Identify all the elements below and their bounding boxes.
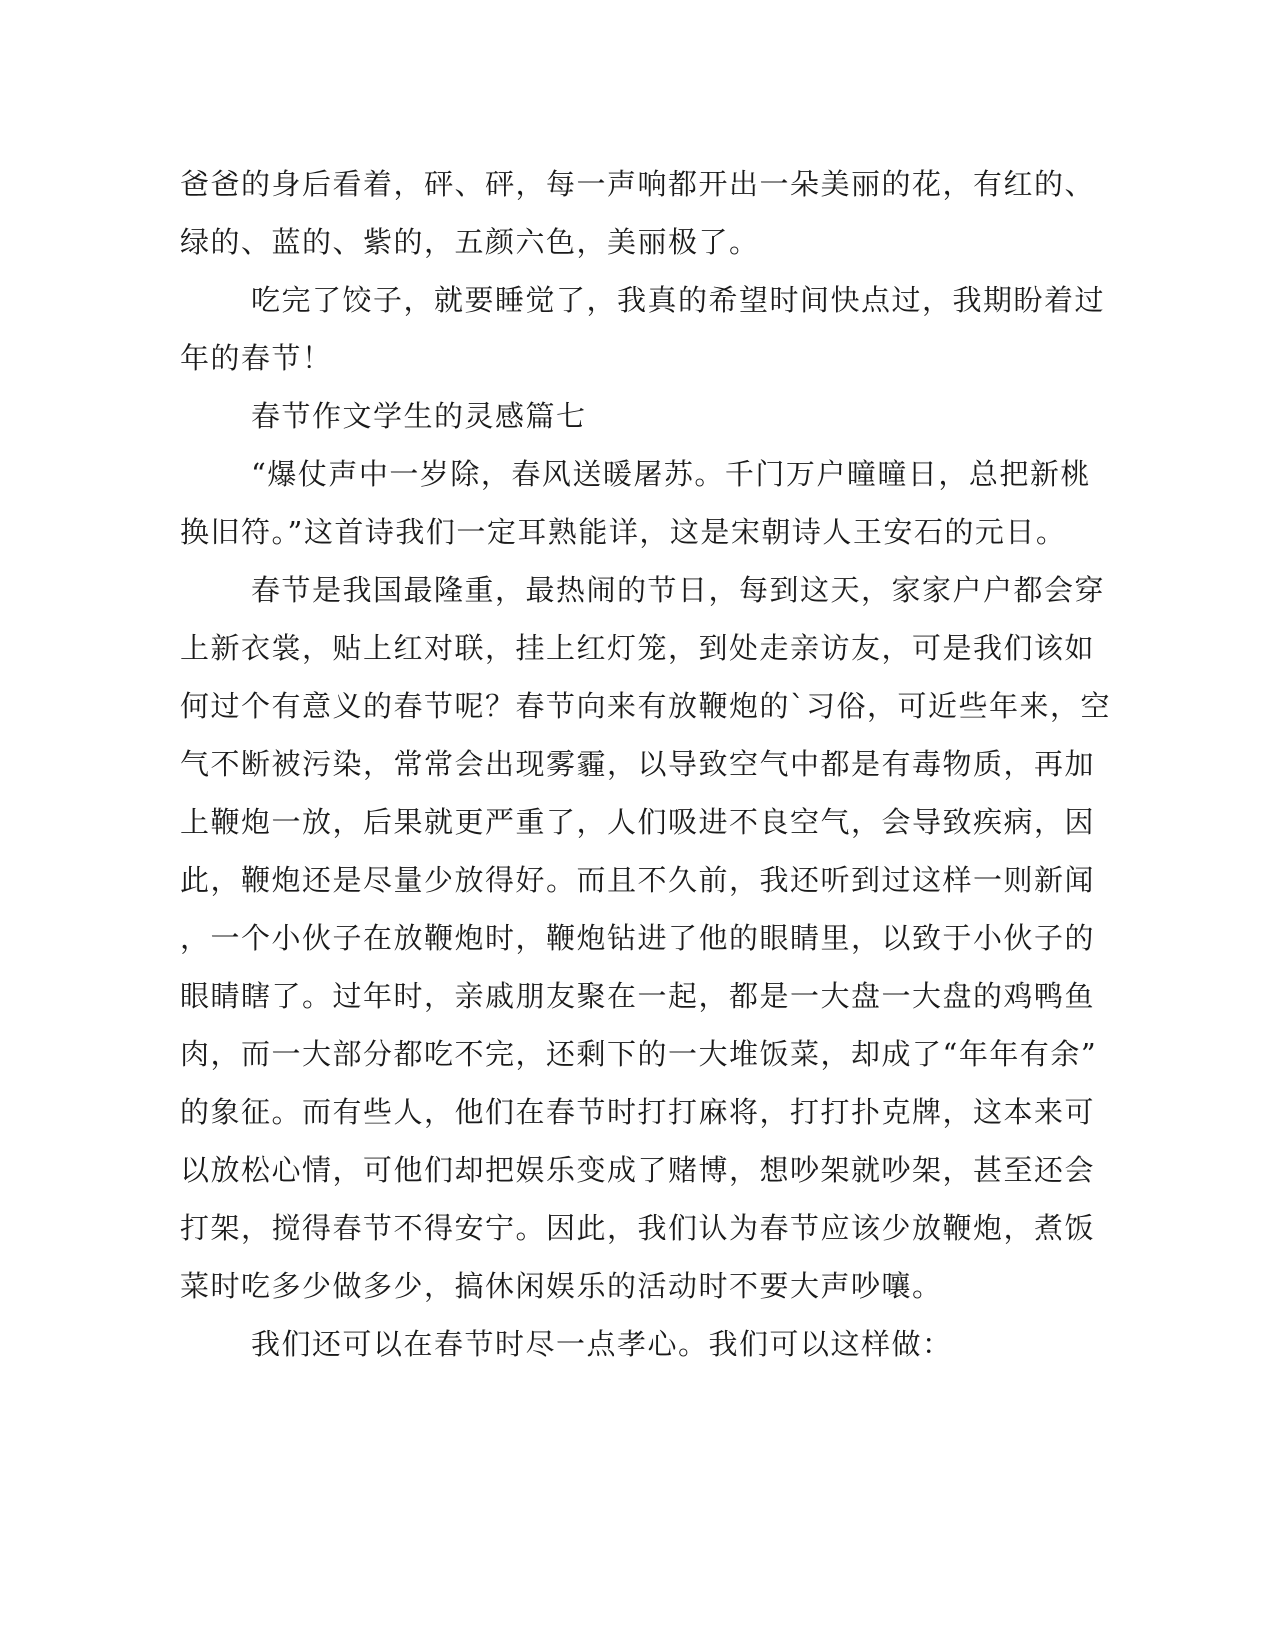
text-line: 此，鞭炮还是尽量少放得好。而且不久前，我还听到过这样一则新闻	[180, 863, 1096, 897]
text-line: 肉，而一大部分都吃不完，还剩下的一大堆饭菜，却成了“年年有余”	[180, 1037, 1098, 1071]
text-line: 换旧符。”这首诗我们一定耳熟能详，这是宋朝诗人王安石的元日。	[180, 515, 1067, 549]
text-line: 何过个有意义的春节呢？春节向来有放鞭炮的`习俗，可近些年来，空	[180, 689, 1112, 723]
text-line: 眼睛瞎了。过年时，亲戚朋友聚在一起，都是一大盘一大盘的鸡鸭鱼	[180, 979, 1096, 1013]
text-line: 绿的、蓝的、紫的，五颜六色，美丽极了。	[180, 225, 760, 259]
text-line: 春节是我国最隆重，最热闹的节日，每到这天，家家户户都会穿	[251, 573, 1106, 607]
text-line: 上新衣裳，贴上红对联，挂上红灯笼，到处走亲访友，可是我们该如	[180, 631, 1096, 665]
text-line: 以放松心情，可他们却把娱乐变成了赌博，想吵架就吵架，甚至还会	[180, 1153, 1096, 1187]
text-line: 年的春节！	[180, 341, 333, 375]
text-line: 打架，搅得春节不得安宁。因此，我们认为春节应该少放鞭炮，煮饭	[180, 1211, 1096, 1245]
text-line: “爆仗声中一岁除，春风送暖屠苏。千门万户曈曈日，总把新桃	[251, 457, 1091, 491]
text-line: 气不断被污染，常常会出现雾霾，以导致空气中都是有毒物质，再加	[180, 747, 1096, 781]
text-line: 上鞭炮一放，后果就更严重了，人们吸进不良空气，会导致疾病，因	[180, 805, 1096, 839]
text-line: 吃完了饺子，就要睡觉了，我真的希望时间快点过，我期盼着过	[251, 283, 1106, 317]
text-line: 我们还可以在春节时尽一点孝心。我们可以这样做：	[251, 1327, 953, 1361]
text-line: 菜时吃多少做多少，搞休闲娱乐的活动时不要大声吵嚷。	[180, 1269, 943, 1303]
text-line: ，一个小伙子在放鞭炮时，鞭炮钻进了他的眼睛里，以致于小伙子的	[180, 921, 1096, 955]
section-heading: 春节作文学生的灵感篇七	[251, 399, 587, 433]
text-line: 的象征。而有些人，他们在春节时打打麻将，打打扑克牌，这本来可	[180, 1095, 1096, 1129]
text-line: 爸爸的身后看着，砰、砰，每一声响都开出一朵美丽的花，有红的、	[180, 167, 1096, 201]
